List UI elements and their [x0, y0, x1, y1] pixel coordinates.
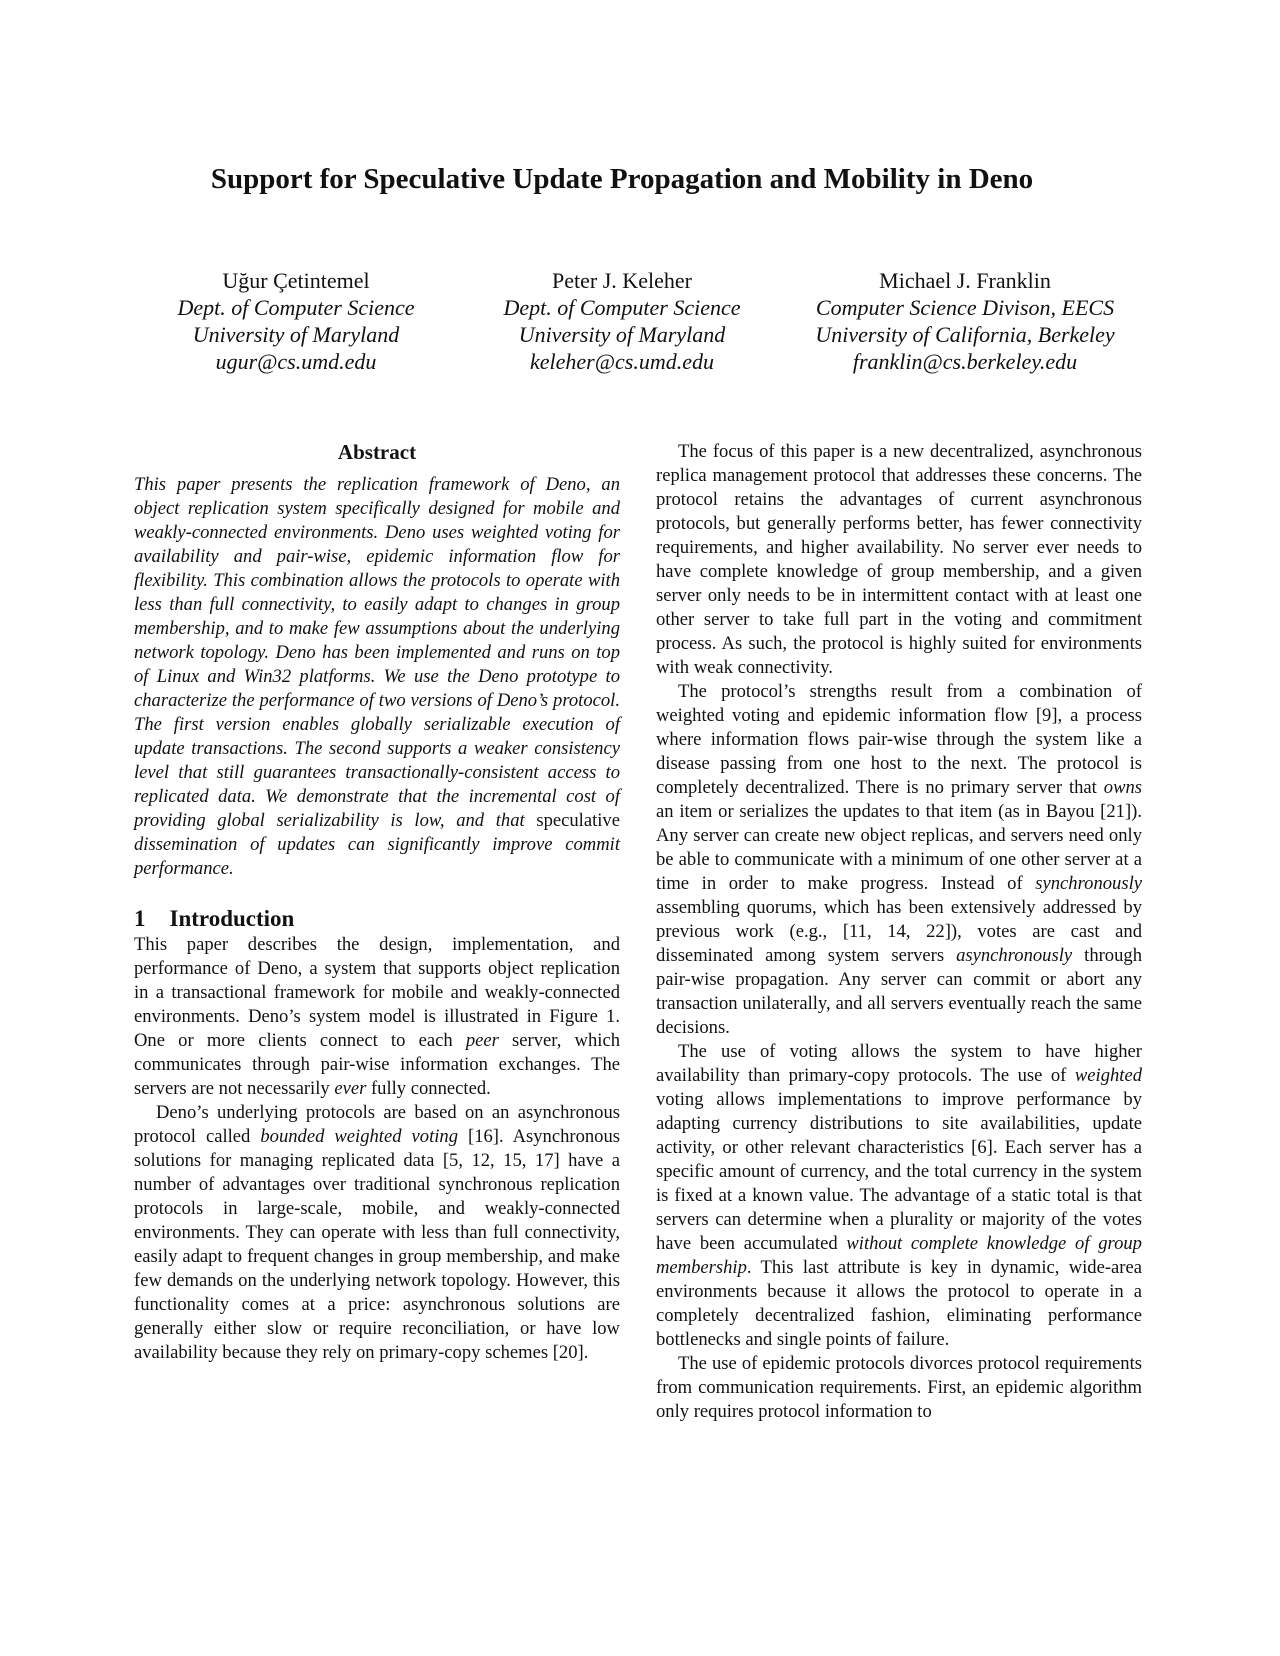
intro-paragraph-1: This paper describes the design, implementation, and performance of Deno, a system that supports object replication in a transactional framework for mobile and weakly-connected environments. Deno’s system model is illustrated in Figure 1. One or more clients connect to each peer server, which communicates through pair-wise information exchanges. The servers are not necessarily ever fully connected. [134, 934, 620, 1099]
left-column [134, 440, 620, 1365]
body-paragraph-1: The focus of this paper is a new decentralized, asynchronous replica management protocol that addresses these concerns. The protocol retains the advantages of current asynchronous protocols, but generally performs better, has fewer connectivity requirements, and higher availability. No server ever needs to have complete knowledge of group membership, and a given server only needs to be in intermittent contact with at least one other server to take full part in the voting and commitment process. As such, the protocol is highly suited for environments with weak connectivity. [656, 441, 1142, 678]
body-paragraph-3: The use of voting allows the system to have higher availability than primary-copy protocols. The use of weighted voting allows implementations to improve performance by adapting currency distributions to site availabilities, update activity, or other relevant characteristics [6]. Each server has a specific amount of currency, and the total currency in the system is fixed at a known value. The advantage of a static total is that servers can determine when a plurality or majority of the votes have been accumulated without complete knowledge of group membership. This last attribute is key in dynamic, wide-area environments because it allows the protocol to operate in a completely decentralized fashion, eliminating performance bottlenecks and single points of failure. [656, 1041, 1143, 1350]
intro-paragraph-2: Deno’s underlying protocols are based on an asynchronous protocol called bounded weighted voting [16]. Asynchronous solutions for managing replicated data [5, 12, 15, 17] have a number of advantages over traditional synchronous replication protocols in large-scale, mobile, and weakly-connected environments. They can operate with less than full connectivity, easily adapt to frequent changes in group membership, and make few demands on the underlying network topology. However, this functionality comes at a price: asynchronous solutions are generally either slow or require reconciliation, or have low availability because they rely on primary-copy schemes [20]. [134, 1102, 621, 1363]
abstract-text: This paper presents the replication framework of Deno, an object replication system specifically designed for mobile and weakly-connected environments. Deno uses weighted voting for availability and pair-wise, epidemic information flow for flexibility. This combination allows the protocols to operate with less than full connectivity, to easily adapt to changes in group membership, and to make few assumptions about the underlying network topology. Deno has been implemented and runs on top of Linux and Win32 platforms. We use the Deno prototype to characterize the performance of two versions of Deno’s protocol. The first version enables globally serializable execution of update transactions. The second supports a weaker consistency level that still guarantees transactionally-consistent access to replicated data. We demonstrate that the incremental cost of providing global serializability is low, and that speculative dissemination of updates can significantly improve commit performance. [134, 474, 620, 879]
paper-title: Support for Speculative Update Propagation and Mobility in Deno [210, 163, 1034, 195]
author-block-3 [800, 267, 1130, 375]
right-column [656, 440, 1142, 1424]
author-name: Peter J. Keleher [552, 268, 692, 293]
author-univ: University of California, Berkeley [815, 322, 1115, 347]
author-univ: University of Maryland [192, 322, 400, 347]
body-paragraph-2: The protocol’s strengths result from a combination of weighted voting and epidemic information flow [9], a process where information flows pair-wise through the system like a disease passing from one host to the next. The protocol is completely decentralized. There is no primary server that owns an item or serializes the updates to that item (as in Bayou [21]). Any server can create new object replicas, and servers need only be able to communicate with a minimum of one other server at a time in order to make progress. Instead of synchronously assembling quorums, which has been extensively addressed by previous work (e.g., [11, 14, 22]), votes are cast and disseminated among system servers asynchronously through pair-wise propagation. Any server can commit or abort any transaction unilaterally, and all servers eventually reach the same decisions. [656, 681, 1142, 1038]
author-dept: Dept. of Computer Science [177, 295, 415, 320]
body-paragraph-4: The use of epidemic protocols divorces protocol requirements from communication requirements. First, an epidemic algorithm only requires protocol information to [656, 1353, 1142, 1422]
author-name: Uğur Çetintemel [222, 268, 370, 293]
author-dept: Dept. of Computer Science [503, 295, 741, 320]
section-heading-introduction: 1 Introduction [134, 906, 295, 931]
author-univ: University of Maryland [518, 322, 726, 347]
author-email[interactable]: ugur@cs.umd.edu [215, 349, 377, 374]
author-block-1 [146, 267, 446, 375]
author-email[interactable]: franklin@cs.berkeley.edu [852, 349, 1078, 374]
author-email[interactable]: keleher@cs.umd.edu [530, 349, 714, 374]
author-name: Michael J. Franklin [879, 268, 1051, 293]
author-dept: Computer Science Divison, EECS [815, 295, 1115, 320]
author-block-2 [472, 267, 772, 375]
abstract-heading: Abstract [337, 440, 417, 464]
